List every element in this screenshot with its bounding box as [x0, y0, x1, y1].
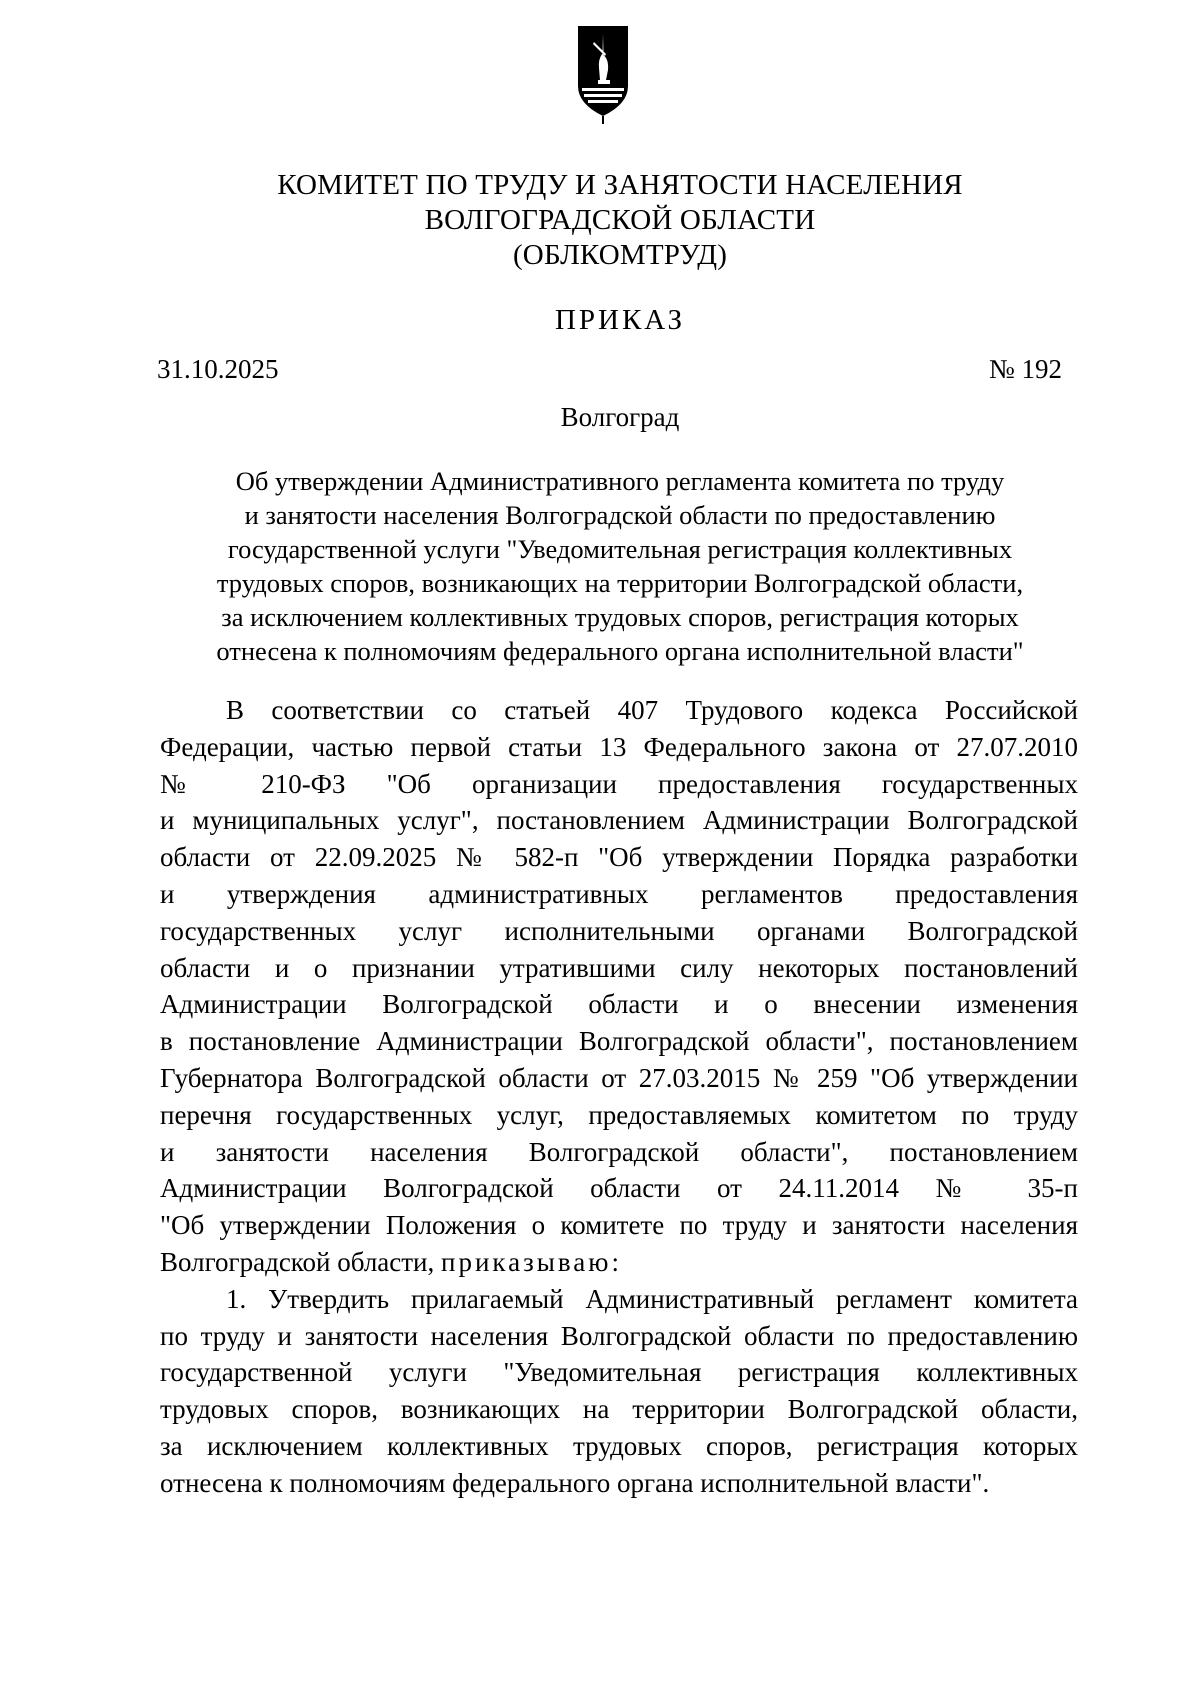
body-line: области от 22.09.2025 № 582-п "Об утверждении Порядка разработки	[160, 842, 1078, 873]
subject-line: трудовых споров, возникающих на территории Волгоградской области,	[216, 568, 1024, 598]
item-1-line: трудовых споров, возникающих на территории Волгоградской области,	[160, 1394, 1078, 1425]
body-line: Федерации, частью первой статьи 13 Федерального закона от 27.07.2010	[160, 731, 1078, 762]
body-line: "Об утверждении Положения о комитете по труду и занятости населения	[160, 1210, 1078, 1241]
body-line: Администрации Волгоградской области от 24.11.2014 № 35-п	[160, 1173, 1078, 1204]
item-1-line: за исключением коллективных трудовых споров, регистрация которых	[160, 1430, 1078, 1461]
body-line-final	[160, 1244, 1078, 1281]
document-type: ПРИКАЗ	[554, 304, 686, 336]
item-1-line: 1. Утвердить прилагаемый Административный регламент комитета	[226, 1283, 1078, 1314]
item-1-line: по труду и занятости населения Волгоградской области по предоставлению	[160, 1320, 1078, 1351]
body-line: и утверждения административных регламентов предоставления	[160, 878, 1078, 909]
body-line: области и о признании утратившими силу некоторых постановлений	[160, 952, 1078, 983]
subject-line: и занятости населения Волгоградской области по предоставлению	[244, 500, 996, 530]
body-line-text: Волгоградской области,	[160, 1246, 435, 1277]
document-body	[160, 692, 1078, 1502]
org-line-2: ВОЛГОГРАДСКОЙ ОБЛАСТИ	[424, 204, 816, 236]
coat-of-arms-icon	[576, 24, 630, 128]
org-line-3: (ОБЛКОМТРУД)	[512, 239, 728, 271]
organization-name	[160, 168, 1080, 273]
subject-line: отнесена к полномочиям федерального органа исполнительной власти"	[216, 636, 1024, 666]
body-line: в постановление Администрации Волгоградской области", постановлением	[160, 1026, 1078, 1057]
body-line: и занятости населения Волгоградской области", постановлением	[160, 1136, 1078, 1167]
document-subject	[160, 464, 1080, 668]
body-line: перечня государственных услуг, предоставляемых комитетом по труду	[160, 1099, 1078, 1130]
subject-line: за исключением коллективных трудовых споров, регистрация которых	[221, 602, 1019, 632]
document-city: Волгоград	[560, 402, 680, 432]
document-date: 31.10.2025	[157, 354, 279, 384]
body-line: и муниципальных услуг", постановлением Администрации Волгоградской	[160, 805, 1078, 836]
body-line: Администрации Волгоградской области и о внесении изменения	[160, 989, 1078, 1020]
subject-line: Об утверждении Административного регламента комитета по труду	[235, 466, 1005, 496]
org-line-1: КОМИТЕТ ПО ТРУДУ И ЗАНЯТОСТИ НАСЕЛЕНИЯ	[277, 169, 963, 201]
body-line: № 210-ФЗ "Об организации предоставления государственных	[160, 768, 1078, 799]
document-number: № 192	[988, 354, 1062, 384]
command-word: приказываю:	[441, 1246, 622, 1277]
item-1-line: отнесена к полномочиям федерального органа исполнительной власти".	[160, 1467, 990, 1498]
item-1-line: государственной услуги "Уведомительная регистрация коллективных	[160, 1357, 1078, 1388]
body-line: В соответствии со статьей 407 Трудового кодекса Российской	[226, 695, 1078, 725]
body-line: государственных услуг исполнительными органами Волгоградской	[160, 915, 1078, 946]
subject-line: государственной услуги "Уведомительная регистрация коллективных	[227, 534, 1013, 564]
body-line: Губернатора Волгоградской области от 27.03.2015 № 259 "Об утверждении	[160, 1062, 1078, 1093]
